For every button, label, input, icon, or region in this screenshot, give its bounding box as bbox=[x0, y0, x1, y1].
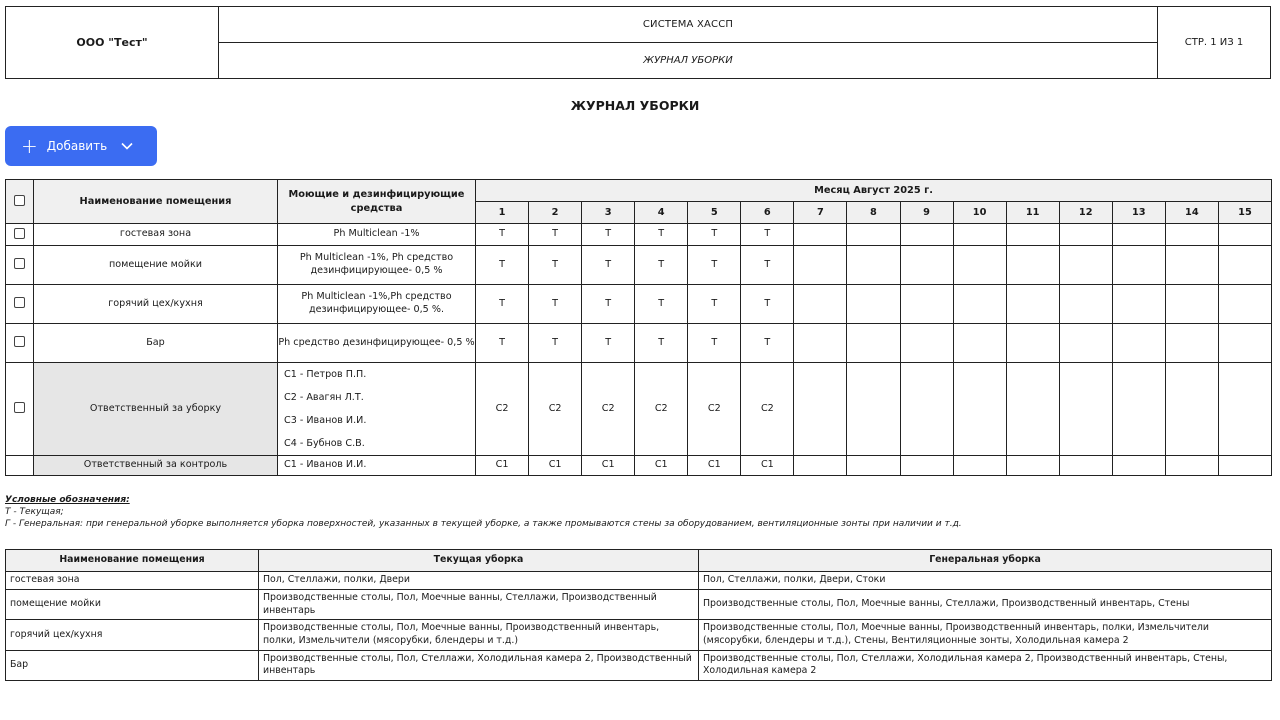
room-name: гостевая зона bbox=[34, 224, 278, 246]
day-mark-cell[interactable] bbox=[794, 285, 847, 324]
day-mark-cell[interactable] bbox=[794, 363, 847, 456]
select-all-checkbox[interactable] bbox=[14, 195, 25, 206]
responsible-label: Ответственный за уборку bbox=[34, 363, 278, 456]
day-header: 12 bbox=[1059, 202, 1112, 224]
day-header: 5 bbox=[688, 202, 741, 224]
day-mark-cell[interactable]: Т bbox=[741, 224, 794, 246]
col-room-header: Наименование помещения bbox=[34, 180, 278, 224]
day-mark-cell[interactable] bbox=[1218, 285, 1271, 324]
day-mark-cell[interactable] bbox=[794, 456, 847, 476]
control-person: С1 - Иванов И.И. bbox=[278, 456, 476, 476]
day-header: 14 bbox=[1165, 202, 1218, 224]
plus-icon: + bbox=[21, 134, 38, 158]
scope-current: Производственные столы, Пол, Моечные ванны, Стеллажи, Производственный инвентарь bbox=[259, 590, 699, 620]
select-all-cell bbox=[6, 180, 34, 224]
day-mark-cell[interactable] bbox=[847, 324, 900, 363]
legend bbox=[5, 494, 962, 530]
day-mark-cell[interactable]: С2 bbox=[476, 363, 529, 456]
scope-col-general: Генеральная уборка bbox=[699, 550, 1272, 572]
document-header bbox=[5, 6, 1271, 79]
day-mark-cell[interactable] bbox=[794, 224, 847, 246]
day-mark-cell[interactable] bbox=[1165, 324, 1218, 363]
cleaning-journal-table bbox=[5, 179, 1272, 476]
day-mark-cell[interactable] bbox=[847, 456, 900, 476]
row-checkbox[interactable] bbox=[14, 336, 25, 347]
cleaning-agent: Ph Multiclean -1%,Ph средство дезинфицирующее- 0,5 %. bbox=[278, 285, 476, 324]
day-mark-cell[interactable]: Т bbox=[688, 285, 741, 324]
day-mark-cell[interactable] bbox=[1112, 363, 1165, 456]
header-center bbox=[219, 7, 1158, 78]
day-mark-cell[interactable] bbox=[1218, 363, 1271, 456]
day-mark-cell[interactable] bbox=[1165, 456, 1218, 476]
day-mark-cell[interactable]: Т bbox=[476, 324, 529, 363]
day-mark-cell[interactable] bbox=[1006, 363, 1059, 456]
row-select-cell bbox=[6, 363, 34, 456]
room-name: Бар bbox=[34, 324, 278, 363]
cleaning-agent: Ph Multiclean -1% bbox=[278, 224, 476, 246]
chevron-down-icon bbox=[121, 139, 133, 153]
scope-current: Производственные столы, Пол, Стеллажи, Холодильная камера 2, Производственный инвентарь bbox=[259, 650, 699, 680]
day-mark-cell[interactable] bbox=[1218, 224, 1271, 246]
day-mark-cell[interactable]: Т bbox=[529, 246, 582, 285]
day-header: 9 bbox=[900, 202, 953, 224]
day-mark-cell[interactable] bbox=[1059, 363, 1112, 456]
scope-col-current: Текущая уборка bbox=[259, 550, 699, 572]
day-header: 13 bbox=[1112, 202, 1165, 224]
col-agents-header: Моющие и дезинфицирующие средства bbox=[278, 180, 476, 224]
day-mark-cell[interactable] bbox=[900, 363, 953, 456]
day-mark-cell[interactable]: Т bbox=[635, 285, 688, 324]
cleaning-scope-table bbox=[5, 549, 1272, 681]
legend-current: Т - Текущая; bbox=[5, 507, 64, 517]
legend-heading: Условные обозначения: bbox=[5, 495, 130, 505]
day-mark-cell[interactable] bbox=[1059, 324, 1112, 363]
page-title: ЖУРНАЛ УБОРКИ bbox=[570, 98, 700, 113]
day-mark-cell[interactable] bbox=[1006, 324, 1059, 363]
day-mark-cell[interactable] bbox=[1059, 246, 1112, 285]
page-counter: СТР. 1 ИЗ 1 bbox=[1184, 37, 1244, 48]
day-header: 7 bbox=[794, 202, 847, 224]
table-row bbox=[6, 324, 1272, 363]
day-header: 10 bbox=[953, 202, 1006, 224]
day-mark-cell[interactable]: С1 bbox=[529, 456, 582, 476]
day-mark-cell[interactable]: С1 bbox=[741, 456, 794, 476]
day-mark-cell[interactable]: Т bbox=[688, 246, 741, 285]
row-checkbox[interactable] bbox=[14, 228, 25, 239]
day-mark-cell[interactable] bbox=[1165, 285, 1218, 324]
day-mark-cell[interactable] bbox=[1112, 246, 1165, 285]
scope-room: Бар bbox=[6, 650, 259, 680]
row-checkbox[interactable] bbox=[14, 258, 25, 269]
day-mark-cell[interactable]: Т bbox=[635, 224, 688, 246]
day-header: 1 bbox=[476, 202, 529, 224]
day-mark-cell[interactable] bbox=[900, 224, 953, 246]
day-mark-cell[interactable] bbox=[900, 285, 953, 324]
scope-room: гостевая зона bbox=[6, 572, 259, 590]
day-mark-cell[interactable] bbox=[953, 363, 1006, 456]
day-mark-cell[interactable] bbox=[1112, 324, 1165, 363]
day-mark-cell[interactable] bbox=[953, 246, 1006, 285]
day-mark-cell[interactable] bbox=[900, 324, 953, 363]
day-mark-cell[interactable] bbox=[1165, 363, 1218, 456]
legend-general: Г - Генеральная: при генеральной уборке выполняется уборка поверхностей, указанных в текущей уборке, а также промываются стены за оборудованием, вентиляционные зонты при наличии и т.д. bbox=[5, 519, 962, 529]
scope-row bbox=[6, 650, 1272, 680]
day-mark-cell[interactable] bbox=[847, 363, 900, 456]
day-mark-cell[interactable] bbox=[1112, 224, 1165, 246]
day-header: 8 bbox=[847, 202, 900, 224]
day-mark-cell[interactable] bbox=[794, 324, 847, 363]
scope-general: Производственные столы, Пол, Моечные ванны, Стеллажи, Производственный инвентарь, Стены bbox=[699, 590, 1272, 620]
day-mark-cell[interactable] bbox=[1006, 246, 1059, 285]
day-mark-cell[interactable] bbox=[1006, 456, 1059, 476]
day-mark-cell[interactable]: Т bbox=[688, 224, 741, 246]
day-mark-cell[interactable]: С2 bbox=[582, 363, 635, 456]
day-mark-cell[interactable]: Т bbox=[476, 246, 529, 285]
day-mark-cell[interactable] bbox=[953, 324, 1006, 363]
add-button-label: Добавить bbox=[46, 139, 108, 153]
day-mark-cell[interactable]: Т bbox=[582, 246, 635, 285]
cleaning-agent: Ph Multiclean -1%, Ph средство дезинфицирующее- 0,5 % bbox=[278, 246, 476, 285]
day-mark-cell[interactable]: С1 bbox=[582, 456, 635, 476]
scope-current: Производственные столы, Пол, Моечные ванны, Производственный инвентарь, полки, Измельчители (мясорубки, блендеры и т.д.) bbox=[259, 620, 699, 650]
day-mark-cell[interactable] bbox=[1218, 456, 1271, 476]
day-mark-cell[interactable]: Т bbox=[582, 224, 635, 246]
system-name: СИСТЕМА ХАССП bbox=[219, 7, 1157, 43]
empty-select-cell bbox=[6, 456, 34, 476]
scope-row bbox=[6, 590, 1272, 620]
day-mark-cell[interactable]: Т bbox=[688, 324, 741, 363]
room-name: горячий цех/кухня bbox=[34, 285, 278, 324]
control-row bbox=[6, 456, 1272, 476]
day-mark-cell[interactable]: Т bbox=[476, 224, 529, 246]
day-mark-cell[interactable] bbox=[1165, 246, 1218, 285]
day-mark-cell[interactable]: С2 bbox=[529, 363, 582, 456]
table-row bbox=[6, 224, 1272, 246]
responsible-person: С2 - Авагян Л.Т. bbox=[284, 392, 364, 403]
row-select-cell bbox=[6, 324, 34, 363]
organization-name: ООО "Тест" bbox=[6, 7, 219, 78]
row-checkbox[interactable] bbox=[14, 297, 25, 308]
row-select-cell bbox=[6, 224, 34, 246]
day-mark-cell[interactable]: С2 bbox=[635, 363, 688, 456]
day-mark-cell[interactable]: Т bbox=[529, 285, 582, 324]
responsible-person: С4 - Бубнов С.В. bbox=[284, 438, 365, 449]
day-mark-cell[interactable] bbox=[1112, 456, 1165, 476]
row-checkbox[interactable] bbox=[14, 402, 25, 413]
day-header: 4 bbox=[635, 202, 688, 224]
responsible-people bbox=[278, 363, 476, 456]
day-header: 3 bbox=[582, 202, 635, 224]
scope-general: Пол, Стеллажи, полки, Двери, Стоки bbox=[699, 572, 1272, 590]
scope-room: горячий цех/кухня bbox=[6, 620, 259, 650]
day-mark-cell[interactable] bbox=[847, 285, 900, 324]
responsible-row bbox=[6, 363, 1272, 456]
day-mark-cell[interactable] bbox=[847, 246, 900, 285]
day-mark-cell[interactable] bbox=[953, 224, 1006, 246]
scope-row bbox=[6, 620, 1272, 650]
day-mark-cell[interactable] bbox=[1112, 285, 1165, 324]
row-select-cell bbox=[6, 285, 34, 324]
day-mark-cell[interactable]: Т bbox=[476, 285, 529, 324]
day-mark-cell[interactable]: Т bbox=[529, 224, 582, 246]
day-mark-cell[interactable] bbox=[1165, 224, 1218, 246]
day-mark-cell[interactable]: Т bbox=[529, 324, 582, 363]
day-header: 2 bbox=[529, 202, 582, 224]
day-mark-cell[interactable]: Т bbox=[635, 246, 688, 285]
day-mark-cell[interactable]: С2 bbox=[688, 363, 741, 456]
responsible-person: С3 - Иванов И.И. bbox=[284, 415, 367, 426]
day-mark-cell[interactable] bbox=[1218, 324, 1271, 363]
day-mark-cell[interactable] bbox=[953, 285, 1006, 324]
day-mark-cell[interactable] bbox=[900, 456, 953, 476]
day-mark-cell[interactable]: Т bbox=[741, 246, 794, 285]
journal-name: ЖУРНАЛ УБОРКИ bbox=[643, 55, 733, 66]
day-mark-cell[interactable] bbox=[900, 246, 953, 285]
day-mark-cell[interactable]: С1 bbox=[635, 456, 688, 476]
day-mark-cell[interactable] bbox=[794, 246, 847, 285]
table-row bbox=[6, 246, 1272, 285]
day-mark-cell[interactable]: Т bbox=[582, 285, 635, 324]
day-header: 6 bbox=[741, 202, 794, 224]
scope-room: помещение мойки bbox=[6, 590, 259, 620]
cleaning-agent: Ph средство дезинфицирующее- 0,5 % bbox=[278, 324, 476, 363]
day-mark-cell[interactable] bbox=[847, 224, 900, 246]
day-mark-cell[interactable] bbox=[1059, 285, 1112, 324]
day-mark-cell[interactable] bbox=[1006, 224, 1059, 246]
scope-general: Производственные столы, Пол, Стеллажи, Холодильная камера 2, Производственный инвентарь, Стены, Холодильная камера 2 bbox=[699, 650, 1272, 680]
row-select-cell bbox=[6, 246, 34, 285]
day-mark-cell[interactable]: Т bbox=[741, 285, 794, 324]
scope-col-room: Наименование помещения bbox=[6, 550, 259, 572]
control-label: Ответственный за контроль bbox=[34, 456, 278, 476]
day-mark-cell[interactable] bbox=[1218, 246, 1271, 285]
day-mark-cell[interactable] bbox=[953, 456, 1006, 476]
day-mark-cell[interactable] bbox=[1059, 456, 1112, 476]
day-mark-cell[interactable] bbox=[1059, 224, 1112, 246]
room-name: помещение мойки bbox=[34, 246, 278, 285]
day-mark-cell[interactable]: Т bbox=[582, 324, 635, 363]
day-header: 11 bbox=[1006, 202, 1059, 224]
day-mark-cell[interactable]: С1 bbox=[476, 456, 529, 476]
day-mark-cell[interactable]: С1 bbox=[688, 456, 741, 476]
scope-row bbox=[6, 572, 1272, 590]
month-header: Месяц Август 2025 г. bbox=[476, 180, 1272, 202]
day-mark-cell[interactable]: Т bbox=[635, 324, 688, 363]
day-mark-cell[interactable] bbox=[1006, 285, 1059, 324]
table-row bbox=[6, 285, 1272, 324]
scope-current: Пол, Стеллажи, полки, Двери bbox=[259, 572, 699, 590]
scope-general: Производственные столы, Пол, Моечные ванны, Производственный инвентарь, полки, Измельчители (мясорубки, блендеры и т.д.), Стены, Вентиляционные зонты, Холодильная камера 2 bbox=[699, 620, 1272, 650]
day-mark-cell[interactable]: С2 bbox=[741, 363, 794, 456]
responsible-person: С1 - Петров П.П. bbox=[284, 369, 367, 380]
add-button[interactable] bbox=[5, 126, 157, 166]
day-mark-cell[interactable]: Т bbox=[741, 324, 794, 363]
day-header: 15 bbox=[1218, 202, 1271, 224]
